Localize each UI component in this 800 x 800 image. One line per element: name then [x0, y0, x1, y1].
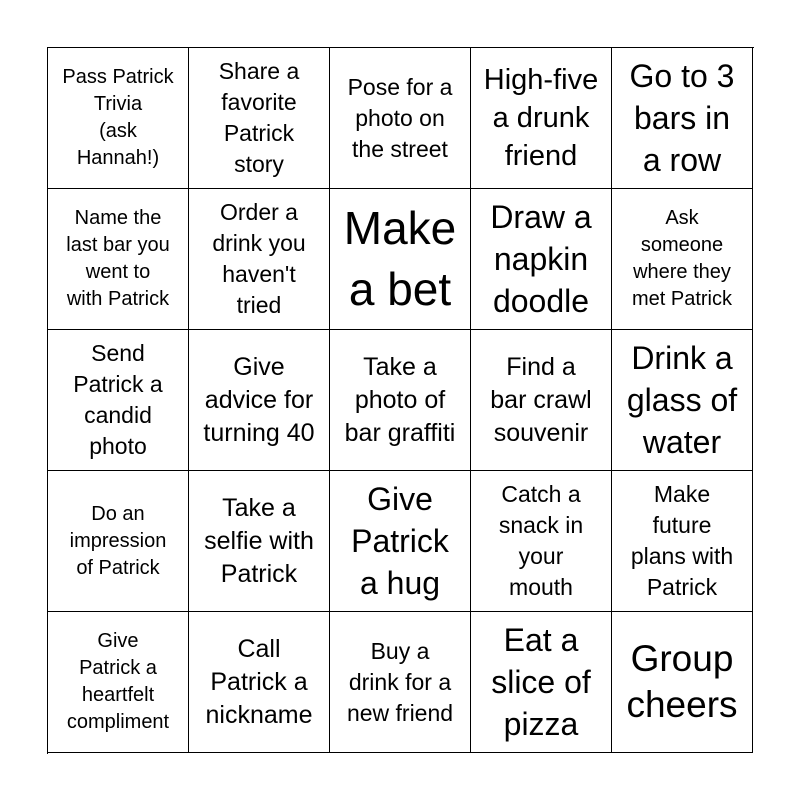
- bingo-cell-text: Make future plans with Patrick: [630, 481, 734, 600]
- bingo-cell-text: Pass Patrick Trivia (ask Hannah!): [62, 66, 174, 169]
- bingo-cell-text: Pose for a photo on the street: [347, 73, 453, 162]
- bingo-cell-text: Share a favorite Patrick story: [218, 58, 300, 177]
- bingo-cell[interactable]: [471, 48, 612, 189]
- bingo-cell[interactable]: [330, 471, 471, 612]
- bingo-cell-text: High-five a drunk friend: [483, 64, 599, 172]
- bingo-cell[interactable]: [189, 471, 330, 612]
- bingo-cell-text: Find a bar crawl souvenir: [490, 352, 592, 447]
- bingo-cell[interactable]: [48, 189, 189, 330]
- bingo-cell[interactable]: [471, 612, 612, 753]
- bingo-cell[interactable]: [471, 330, 612, 471]
- bingo-cell[interactable]: [612, 612, 753, 753]
- bingo-cell[interactable]: [612, 330, 753, 471]
- bingo-cell-text: Buy a drink for a new friend: [346, 637, 454, 726]
- bingo-cell[interactable]: [330, 612, 471, 753]
- bingo-cell-text: Take a selfie with Patrick: [204, 493, 314, 588]
- bingo-cell-text: Take a photo of bar graffiti: [344, 352, 456, 447]
- bingo-cell-text: Draw a napkin doodle: [490, 199, 592, 319]
- bingo-cell-text: Catch a snack in your mouth: [498, 481, 584, 600]
- bingo-cell[interactable]: [330, 330, 471, 471]
- bingo-cell-text: Give Patrick a hug: [351, 481, 449, 601]
- bingo-cell[interactable]: [48, 330, 189, 471]
- bingo-cell[interactable]: [330, 48, 471, 189]
- bingo-cell-text: Send Patrick a candid photo: [73, 340, 163, 459]
- bingo-cell[interactable]: [471, 471, 612, 612]
- bingo-cell-text: Ask someone where they met Patrick: [631, 207, 733, 310]
- bingo-cell-text: Eat a slice of pizza: [491, 622, 591, 742]
- bingo-cell-text: Call Patrick a nickname: [205, 634, 313, 729]
- bingo-cell[interactable]: [48, 48, 189, 189]
- bingo-cell[interactable]: [612, 48, 753, 189]
- bingo-cell[interactable]: [189, 189, 330, 330]
- bingo-cell[interactable]: [471, 189, 612, 330]
- bingo-cell[interactable]: [189, 48, 330, 189]
- bingo-cell-text: Group cheers: [626, 638, 738, 725]
- bingo-cell[interactable]: [612, 189, 753, 330]
- bingo-cell-text: Give advice for turning 40: [203, 352, 315, 447]
- bingo-cell-text: Make a bet: [343, 202, 457, 315]
- bingo-cell-text: Do an impression of Patrick: [69, 502, 167, 579]
- bingo-cell-text: Name the last bar you went to with Patrick: [66, 207, 170, 310]
- bingo-cell-text: Order a drink you haven't tried: [212, 199, 306, 318]
- bingo-board: [47, 47, 754, 754]
- bingo-cell-text: Give Patrick a heartfelt compliment: [66, 630, 170, 733]
- bingo-cell[interactable]: [189, 330, 330, 471]
- bingo-cell[interactable]: [48, 471, 189, 612]
- bingo-cell-text: Go to 3 bars in a row: [629, 58, 735, 178]
- bingo-cell[interactable]: [48, 612, 189, 753]
- bingo-cell[interactable]: [330, 189, 471, 330]
- bingo-cell[interactable]: [612, 471, 753, 612]
- bingo-cell-text: Drink a glass of water: [626, 340, 738, 460]
- bingo-cell[interactable]: [189, 612, 330, 753]
